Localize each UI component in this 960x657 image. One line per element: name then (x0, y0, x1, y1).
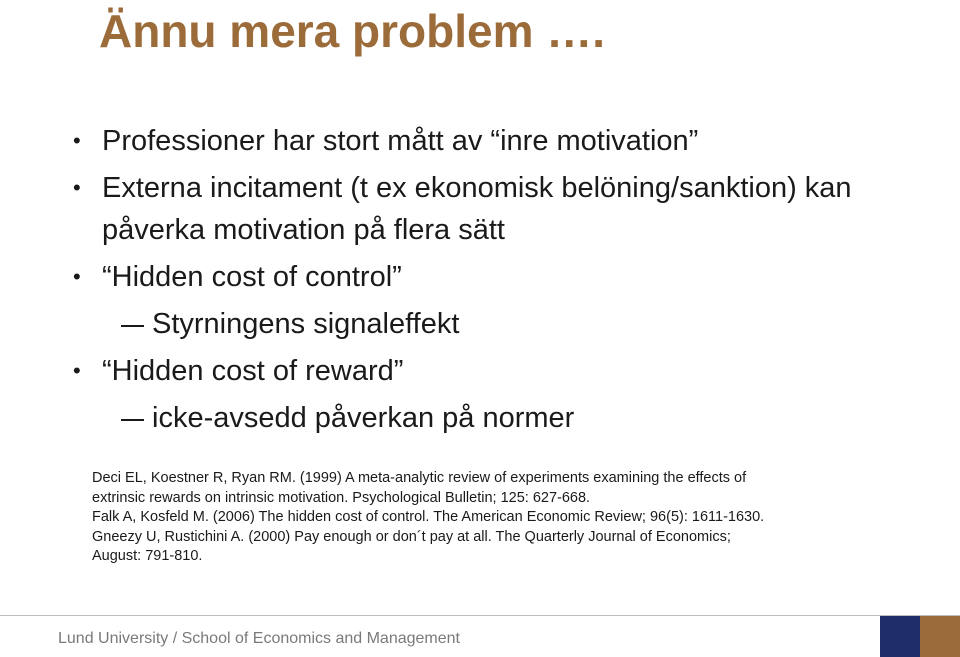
footer-navy-block (880, 616, 920, 657)
footer-text: Lund University / School of Economics and Management (58, 630, 460, 647)
bullet-item (0, 256, 960, 298)
bullet-text: Professioner har stort mått av “inre motivation” (102, 125, 699, 157)
bullet-item (0, 350, 960, 392)
bullet-text: “Hidden cost of control” (102, 261, 402, 293)
footer-divider (0, 615, 960, 616)
reference-line: Deci EL, Koestner R, Ryan RM. (1999) A meta-analytic review of experiments examining the effects of (92, 470, 747, 486)
bullet-dot-icon: • (73, 264, 81, 289)
sub-bullet-item (0, 397, 960, 439)
sub-bullet-text: Styrningens signaleffekt (152, 308, 460, 340)
dash-icon (121, 419, 144, 421)
footer-copper-block (920, 616, 960, 657)
bullet-dot-icon: • (73, 175, 81, 200)
slide-title: Ännu mera problem …. (99, 5, 606, 57)
bullet-text: “Hidden cost of reward” (102, 355, 404, 387)
bullet-dot-icon: • (73, 128, 81, 153)
reference-line: Gneezy U, Rustichini A. (2000) Pay enough or don´t pay at all. The Quarterly Journal of Economics; (92, 528, 731, 545)
sub-bullet-item (0, 303, 960, 345)
bullet-text: Externa incitament (t ex ekonomisk belöning/sanktion) kan påverka motivation på flera sätt (102, 172, 852, 246)
bullet-list (0, 120, 960, 444)
reference-line: Falk A, Kosfeld M. (2006) The hidden cost of control. The American Economic Review; 96(5): 1611-1630. (92, 509, 765, 526)
bullet-dot-icon: • (73, 358, 81, 383)
bullet-item (0, 167, 960, 251)
bullet-item (0, 120, 960, 162)
sub-bullet-text: icke-avsedd påverkan på normer (152, 402, 575, 434)
reference-line: August: 791-810. (92, 548, 203, 565)
references (92, 469, 872, 567)
reference-line: extrinsic rewards on intrinsic motivation. Psychological Bulletin; 125: 627-668. (92, 489, 591, 506)
dash-icon (121, 325, 144, 327)
